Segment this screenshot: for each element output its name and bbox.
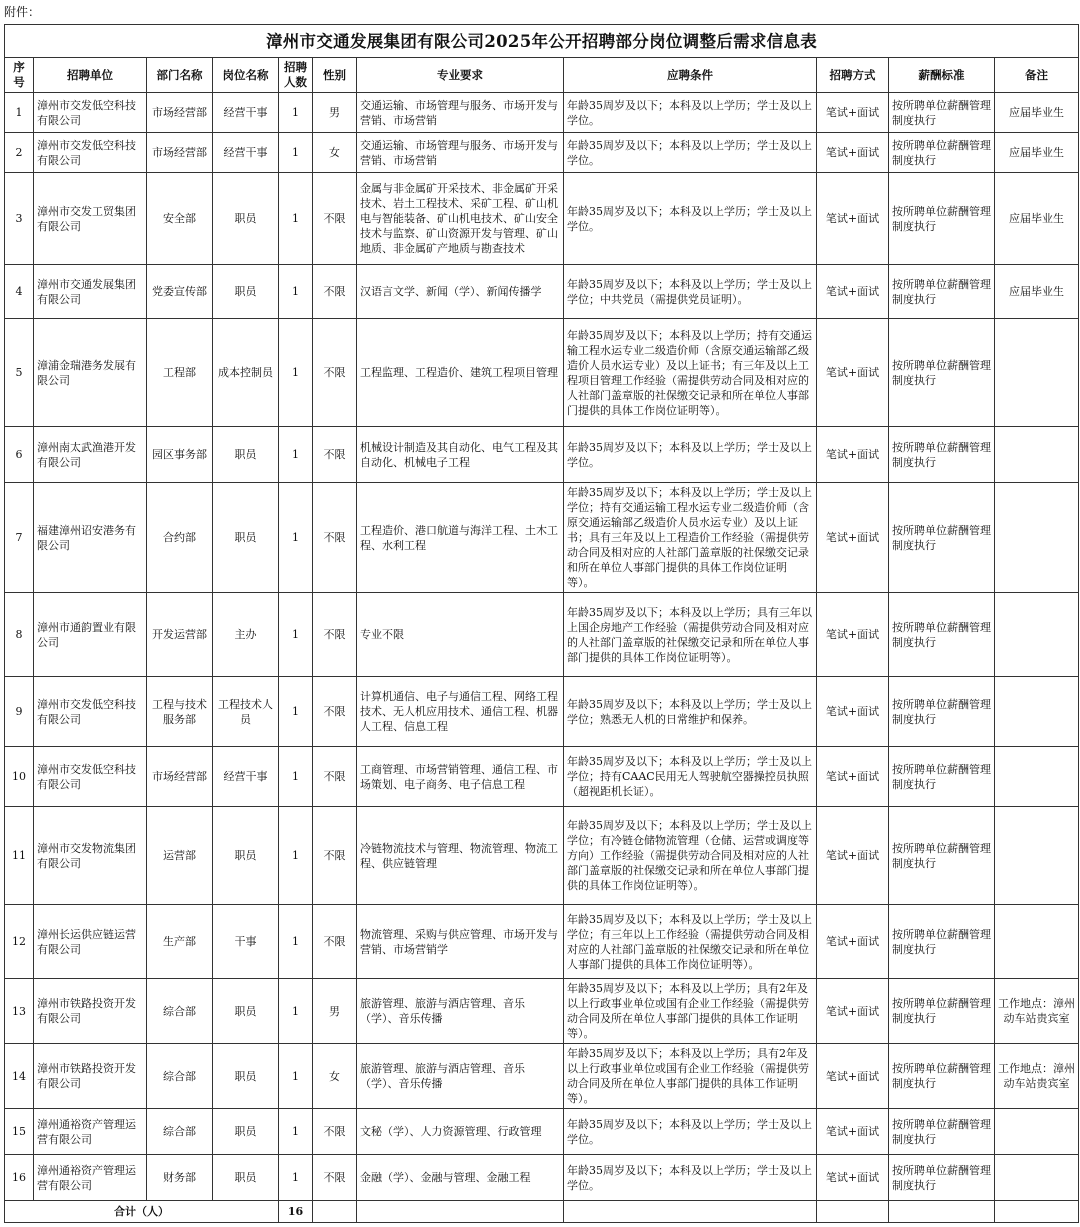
cell-note: [995, 807, 1079, 905]
cell-post: 职员: [213, 483, 279, 593]
cell-unit: 漳浦金瑞港务发展有限公司: [34, 319, 147, 427]
cell-dept: 市场经营部: [147, 133, 213, 173]
header-seq: 序号: [5, 58, 34, 93]
cell-dept: 财务部: [147, 1155, 213, 1201]
cell-post: 职员: [213, 173, 279, 265]
cell-seq: 1: [5, 93, 34, 133]
header-gender: 性别: [313, 58, 357, 93]
cell-gender: 不限: [313, 593, 357, 677]
header-post: 岗位名称: [213, 58, 279, 93]
cell-post: 主办: [213, 593, 279, 677]
header-conditions: 应聘条件: [564, 58, 817, 93]
cell-major: 工程造价、港口航道与海洋工程、土木工程、水利工程: [357, 483, 564, 593]
cell-count: 1: [279, 93, 313, 133]
cell-seq: 12: [5, 905, 34, 979]
cell-salary: 按所聘单位薪酬管理制度执行: [889, 979, 995, 1044]
table-row: [5, 265, 1079, 319]
total-empty: [889, 1201, 995, 1223]
cell-post: 职员: [213, 265, 279, 319]
cell-note: 应届毕业生: [995, 265, 1079, 319]
header-dept: 部门名称: [147, 58, 213, 93]
cell-salary: 按所聘单位薪酬管理制度执行: [889, 677, 995, 747]
header-salary: 薪酬标准: [889, 58, 995, 93]
cell-post: 职员: [213, 1155, 279, 1201]
cell-seq: 16: [5, 1155, 34, 1201]
cell-count: 1: [279, 905, 313, 979]
cell-note: [995, 1155, 1079, 1201]
table-row: [5, 1155, 1079, 1201]
cell-seq: 7: [5, 483, 34, 593]
cell-note: [995, 593, 1079, 677]
cell-seq: 3: [5, 173, 34, 265]
cell-major: 金属与非金属矿开采技术、非金属矿开采技术、岩土工程技术、采矿工程、矿山机电与智能装备、矿山机电技术、矿山安全技术与监察、矿山资源开发与管理、矿山地质、非金属矿产地质与勘查技术: [357, 173, 564, 265]
cell-conditions: 年龄35周岁及以下；本科及以上学历；学士及以上学位。: [564, 93, 817, 133]
cell-note: [995, 427, 1079, 483]
cell-method: 笔试+面试: [817, 677, 889, 747]
header-method: 招聘方式: [817, 58, 889, 93]
cell-unit: 漳州市铁路投资开发有限公司: [34, 1044, 147, 1109]
cell-method: 笔试+面试: [817, 593, 889, 677]
cell-seq: 11: [5, 807, 34, 905]
cell-major: 文秘（学）、人力资源管理、行政管理: [357, 1109, 564, 1155]
header-major: 专业要求: [357, 58, 564, 93]
cell-major: 工商管理、市场营销管理、通信工程、市场策划、电子商务、电子信息工程: [357, 747, 564, 807]
cell-note: 应届毕业生: [995, 133, 1079, 173]
cell-note: [995, 747, 1079, 807]
cell-gender: 不限: [313, 807, 357, 905]
cell-note: [995, 905, 1079, 979]
cell-dept: 开发运营部: [147, 593, 213, 677]
cell-major: 交通运输、市场管理与服务、市场开发与营销、市场营销: [357, 93, 564, 133]
table-row: [5, 483, 1079, 593]
cell-post: 职员: [213, 1044, 279, 1109]
cell-unit: 漳州市交通发展集团有限公司: [34, 265, 147, 319]
cell-method: 笔试+面试: [817, 93, 889, 133]
cell-post: 经营干事: [213, 133, 279, 173]
cell-salary: 按所聘单位薪酬管理制度执行: [889, 747, 995, 807]
cell-gender: 男: [313, 93, 357, 133]
table-row: [5, 173, 1079, 265]
cell-gender: 不限: [313, 319, 357, 427]
cell-dept: 综合部: [147, 979, 213, 1044]
cell-major: 汉语言文学、新闻（学）、新闻传播学: [357, 265, 564, 319]
cell-major: 金融（学）、金融与管理、金融工程: [357, 1155, 564, 1201]
table-row: [5, 133, 1079, 173]
cell-note: [995, 677, 1079, 747]
cell-method: 笔试+面试: [817, 979, 889, 1044]
cell-method: 笔试+面试: [817, 1155, 889, 1201]
table-row: [5, 93, 1079, 133]
total-empty: [357, 1201, 564, 1223]
cell-dept: 合约部: [147, 483, 213, 593]
cell-note: [995, 319, 1079, 427]
cell-count: 1: [279, 979, 313, 1044]
cell-note: 应届毕业生: [995, 93, 1079, 133]
cell-unit: 漳州通裕资产管理运营有限公司: [34, 1155, 147, 1201]
cell-seq: 13: [5, 979, 34, 1044]
cell-conditions: 年龄35周岁及以下；本科及以上学历；学士及以上学位；持有CAAC民用无人驾驶航空器操控员执照（超视距机长证）。: [564, 747, 817, 807]
header-note: 备注: [995, 58, 1079, 93]
cell-salary: 按所聘单位薪酬管理制度执行: [889, 807, 995, 905]
header-count: 招聘人数: [279, 58, 313, 93]
total-empty: [995, 1201, 1079, 1223]
table-row: [5, 905, 1079, 979]
cell-count: 1: [279, 483, 313, 593]
cell-unit: 漳州南太武渔港开发有限公司: [34, 427, 147, 483]
cell-method: 笔试+面试: [817, 747, 889, 807]
cell-unit: 漳州长运供应链运营有限公司: [34, 905, 147, 979]
cell-salary: 按所聘单位薪酬管理制度执行: [889, 265, 995, 319]
cell-unit: 漳州市交发物流集团有限公司: [34, 807, 147, 905]
cell-gender: 不限: [313, 427, 357, 483]
cell-conditions: 年龄35周岁及以下；本科及以上学历；学士及以上学位。: [564, 1109, 817, 1155]
table-row: [5, 1044, 1079, 1109]
total-empty: [564, 1201, 817, 1223]
cell-gender: 不限: [313, 265, 357, 319]
cell-post: 职员: [213, 1109, 279, 1155]
cell-seq: 14: [5, 1044, 34, 1109]
cell-count: 1: [279, 1044, 313, 1109]
cell-major: 专业不限: [357, 593, 564, 677]
cell-conditions: 年龄35周岁及以下；本科及以上学历；具有2年及以上行政事业单位或国有企业工作经验（需提供劳动合同及所在单位人事部门提供的具体工作证明等）。: [564, 979, 817, 1044]
cell-post: 职员: [213, 427, 279, 483]
cell-method: 笔试+面试: [817, 265, 889, 319]
cell-dept: 市场经营部: [147, 747, 213, 807]
total-value: 16: [279, 1201, 313, 1223]
cell-dept: 综合部: [147, 1044, 213, 1109]
cell-dept: 运营部: [147, 807, 213, 905]
cell-conditions: 年龄35周岁及以下；本科及以上学历；学士及以上学位。: [564, 1155, 817, 1201]
table-row: [5, 979, 1079, 1044]
cell-dept: 市场经营部: [147, 93, 213, 133]
cell-method: 笔试+面试: [817, 173, 889, 265]
cell-salary: 按所聘单位薪酬管理制度执行: [889, 1044, 995, 1109]
cell-gender: 不限: [313, 1109, 357, 1155]
attachment-label: [4, 0, 1078, 25]
cell-major: 旅游管理、旅游与酒店管理、音乐（学）、音乐传播: [357, 1044, 564, 1109]
cell-conditions: 年龄35周岁及以下；本科及以上学历；学士及以上学位；中共党员（需提供党员证明）。: [564, 265, 817, 319]
cell-gender: 不限: [313, 1155, 357, 1201]
cell-unit: 漳州市交发低空科技有限公司: [34, 747, 147, 807]
cell-note: 工作地点：漳州动车站贵宾室: [995, 979, 1079, 1044]
cell-gender: 不限: [313, 905, 357, 979]
cell-dept: 工程与技术服务部: [147, 677, 213, 747]
cell-post: 经营干事: [213, 747, 279, 807]
cell-unit: 漳州市通韵置业有限公司: [34, 593, 147, 677]
cell-seq: 9: [5, 677, 34, 747]
cell-gender: 不限: [313, 677, 357, 747]
cell-conditions: 年龄35周岁及以下；本科及以上学历；学士及以上学位；有三年以上工作经验（需提供劳动合同及相对应的人社部门盖章版的社保缴交记录和所在单位人事部门提供的具体工作岗位证明等）。: [564, 905, 817, 979]
cell-conditions: 年龄35周岁及以下；本科及以上学历；学士及以上学位。: [564, 173, 817, 265]
table-row: [5, 427, 1079, 483]
cell-dept: 工程部: [147, 319, 213, 427]
cell-count: 1: [279, 1109, 313, 1155]
cell-conditions: 年龄35周岁及以下；本科及以上学历；学士及以上学位；有冷链仓储物流管理（仓储、运营或调度等方向）工作经验（需提供劳动合同及相对应的人社部门盖章版的社保缴交记录和所在单位人事部门提供的具体工作岗位证明等）。: [564, 807, 817, 905]
cell-seq: 10: [5, 747, 34, 807]
cell-gender: 男: [313, 979, 357, 1044]
cell-seq: 8: [5, 593, 34, 677]
table-row: [5, 807, 1079, 905]
table-row: [5, 319, 1079, 427]
cell-major: 计算机通信、电子与通信工程、网络工程技术、无人机应用技术、通信工程、机器人工程、信息工程: [357, 677, 564, 747]
cell-method: 笔试+面试: [817, 483, 889, 593]
cell-count: 1: [279, 807, 313, 905]
cell-seq: 4: [5, 265, 34, 319]
cell-major: 旅游管理、旅游与酒店管理、音乐（学）、音乐传播: [357, 979, 564, 1044]
page-title: 漳州市交通发展集团有限公司2025年公开招聘部分岗位调整后需求信息表: [5, 25, 1079, 58]
cell-salary: 按所聘单位薪酬管理制度执行: [889, 1155, 995, 1201]
cell-post: 工程技术人员: [213, 677, 279, 747]
cell-gender: 不限: [313, 173, 357, 265]
cell-conditions: 年龄35周岁及以下；本科及以上学历；学士及以上学位。: [564, 427, 817, 483]
cell-note: [995, 483, 1079, 593]
cell-count: 1: [279, 677, 313, 747]
cell-gender: 不限: [313, 747, 357, 807]
cell-salary: 按所聘单位薪酬管理制度执行: [889, 133, 995, 173]
cell-gender: 不限: [313, 483, 357, 593]
cell-conditions: 年龄35周岁及以下；本科及以上学历；学士及以上学位；熟悉无人机的日常维护和保养。: [564, 677, 817, 747]
cell-salary: 按所聘单位薪酬管理制度执行: [889, 173, 995, 265]
cell-conditions: 年龄35周岁及以下；本科及以上学历；具有2年及以上行政事业单位或国有企业工作经验（需提供劳动合同及所在单位人事部门提供的具体工作证明等）。: [564, 1044, 817, 1109]
table-row: [5, 1109, 1079, 1155]
total-row: [5, 1201, 1079, 1223]
cell-dept: 综合部: [147, 1109, 213, 1155]
cell-unit: 漳州通裕资产管理运营有限公司: [34, 1109, 147, 1155]
total-label: 合计（人）: [5, 1201, 279, 1223]
cell-conditions: 年龄35周岁及以下；本科及以上学历；学士及以上学位。: [564, 133, 817, 173]
cell-salary: 按所聘单位薪酬管理制度执行: [889, 905, 995, 979]
cell-note: 应届毕业生: [995, 173, 1079, 265]
cell-method: 笔试+面试: [817, 905, 889, 979]
cell-unit: 漳州市铁路投资开发有限公司: [34, 979, 147, 1044]
table-row: [5, 593, 1079, 677]
cell-method: 笔试+面试: [817, 133, 889, 173]
attachment-text: 附件：: [4, 5, 41, 19]
cell-salary: 按所聘单位薪酬管理制度执行: [889, 1109, 995, 1155]
cell-unit: 漳州市交发低空科技有限公司: [34, 93, 147, 133]
header-unit: 招聘单位: [34, 58, 147, 93]
cell-seq: 15: [5, 1109, 34, 1155]
cell-salary: 按所聘单位薪酬管理制度执行: [889, 319, 995, 427]
cell-dept: 安全部: [147, 173, 213, 265]
cell-dept: 党委宣传部: [147, 265, 213, 319]
cell-post: 职员: [213, 979, 279, 1044]
cell-count: 1: [279, 319, 313, 427]
cell-unit: 漳州市交发低空科技有限公司: [34, 677, 147, 747]
cell-post: 干事: [213, 905, 279, 979]
cell-count: 1: [279, 427, 313, 483]
cell-gender: 女: [313, 1044, 357, 1109]
cell-unit: 漳州市交发工贸集团有限公司: [34, 173, 147, 265]
cell-count: 1: [279, 1155, 313, 1201]
cell-count: 1: [279, 173, 313, 265]
cell-count: 1: [279, 133, 313, 173]
cell-method: 笔试+面试: [817, 807, 889, 905]
cell-count: 1: [279, 265, 313, 319]
cell-major: 工程监理、工程造价、建筑工程项目管理: [357, 319, 564, 427]
cell-seq: 5: [5, 319, 34, 427]
cell-salary: 按所聘单位薪酬管理制度执行: [889, 93, 995, 133]
cell-method: 笔试+面试: [817, 427, 889, 483]
table-body: [5, 93, 1079, 1201]
cell-major: 交通运输、市场管理与服务、市场开发与营销、市场营销: [357, 133, 564, 173]
recruitment-table: [4, 24, 1079, 1223]
header-row: [5, 58, 1079, 93]
cell-count: 1: [279, 593, 313, 677]
cell-unit: 福建漳州诏安港务有限公司: [34, 483, 147, 593]
cell-unit: 漳州市交发低空科技有限公司: [34, 133, 147, 173]
cell-dept: 生产部: [147, 905, 213, 979]
cell-gender: 女: [313, 133, 357, 173]
cell-conditions: 年龄35周岁及以下；本科及以上学历；持有交通运输工程水运专业二级造价师（含原交通运输部乙级造价人员水运专业）及以上证书；有三年及以上工程项目管理工作经验（需提供劳动合同及相对应的人社部门盖章版的社保缴交记录和所在单位人事部门提供的具体工作岗位证明等）。: [564, 319, 817, 427]
cell-major: 机械设计制造及其自动化、电气工程及其自动化、机械电子工程: [357, 427, 564, 483]
total-empty: [313, 1201, 357, 1223]
cell-post: 成本控制员: [213, 319, 279, 427]
cell-conditions: 年龄35周岁及以下；本科及以上学历；具有三年以上国企房地产工作经验（需提供劳动合同及相对应的人社部门盖章版的社保缴交记录和所在单位人事部门提供的具体工作岗位证明等）。: [564, 593, 817, 677]
cell-seq: 6: [5, 427, 34, 483]
total-empty: [817, 1201, 889, 1223]
cell-seq: 2: [5, 133, 34, 173]
cell-note: 工作地点：漳州动车站贵宾室: [995, 1044, 1079, 1109]
cell-note: [995, 1109, 1079, 1155]
cell-dept: 园区事务部: [147, 427, 213, 483]
cell-method: 笔试+面试: [817, 1109, 889, 1155]
cell-major: 冷链物流技术与管理、物流管理、物流工程、供应链管理: [357, 807, 564, 905]
table-row: [5, 747, 1079, 807]
cell-post: 经营干事: [213, 93, 279, 133]
cell-post: 职员: [213, 807, 279, 905]
cell-major: 物流管理、采购与供应管理、市场开发与营销、市场营销学: [357, 905, 564, 979]
cell-count: 1: [279, 747, 313, 807]
cell-conditions: 年龄35周岁及以下；本科及以上学历；学士及以上学位；持有交通运输工程水运专业二级造价师（含原交通运输部乙级造价人员水运专业）及以上证书；具有三年及以上工程造价工作经验（需提供劳动合同及相对应的人社部门盖章版的社保缴交记录和所在单位人事部门提供的具体工作岗位证明等）。: [564, 483, 817, 593]
title-row: [5, 25, 1079, 58]
cell-method: 笔试+面试: [817, 319, 889, 427]
table-row: [5, 677, 1079, 747]
cell-method: 笔试+面试: [817, 1044, 889, 1109]
cell-salary: 按所聘单位薪酬管理制度执行: [889, 427, 995, 483]
cell-salary: 按所聘单位薪酬管理制度执行: [889, 483, 995, 593]
cell-salary: 按所聘单位薪酬管理制度执行: [889, 593, 995, 677]
